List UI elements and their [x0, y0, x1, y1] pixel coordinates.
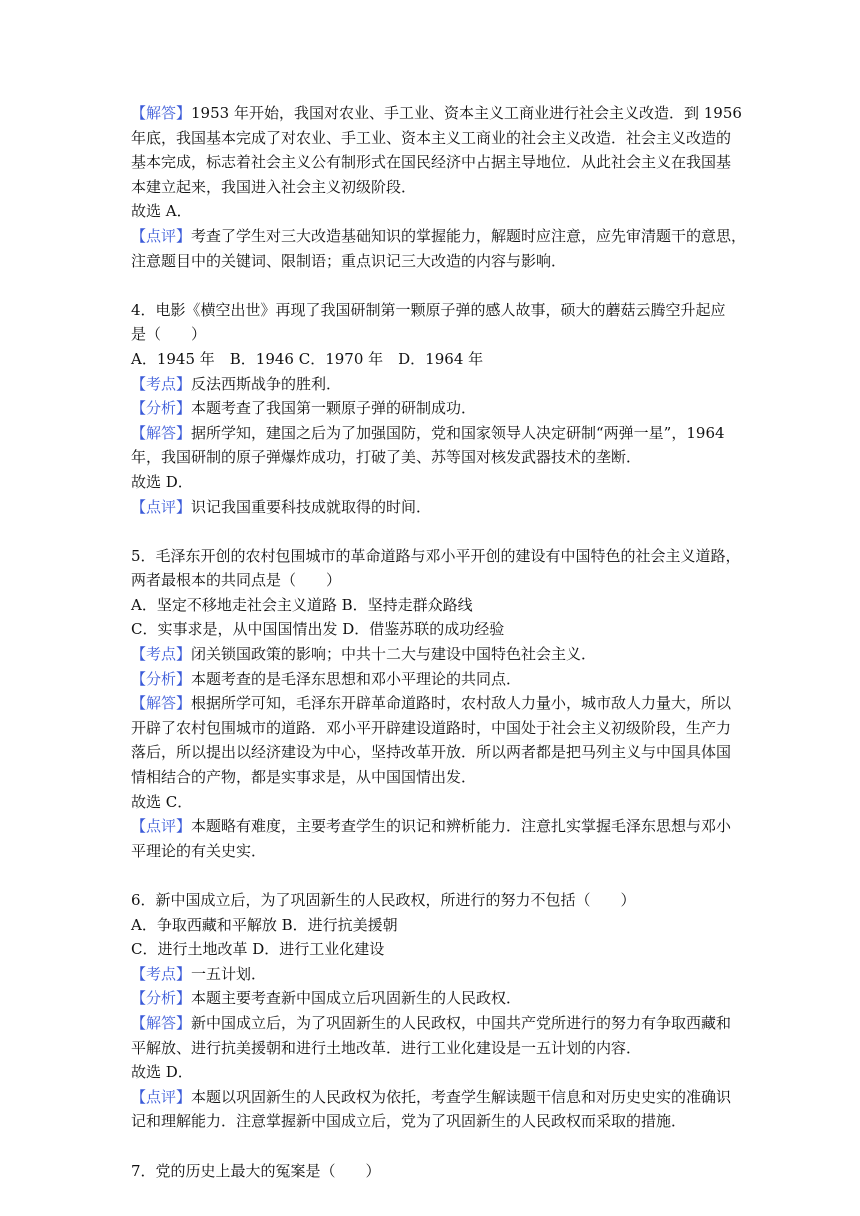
q5-answer-line: 情相结合的产物，都是实事求是，从中国国情出发．: [131, 768, 477, 787]
q4-answer-line: 年，我国研制的原子弹爆炸成功，打破了美、苏等国对核发武器技术的垄断．: [131, 448, 642, 467]
q5-choice: 故选 C．: [131, 792, 193, 811]
fenxi-text: 本题考查的是毛泽东思想和邓小平理论的共同点．: [191, 669, 522, 688]
comment-text: 本题略有难度，主要考查学生的识记和辨析能力．注意扎实掌握毛泽东思想与邓小: [191, 817, 732, 836]
comment-tag: 【点评】: [131, 817, 192, 836]
comment-text: 本题以巩固新生的人民政权为依托，考查学生解读题干信息和对历史史实的准确识: [191, 1087, 732, 1106]
fenxi-tag: 【分析】: [131, 989, 192, 1008]
q4-options: A．1945 年 B．1946 C．1970 年 D．1964 年: [131, 349, 484, 368]
q6-answer-line: [131, 1011, 731, 1036]
kaodian-text: 反法西斯战争的胜利．: [191, 374, 342, 393]
kaodian-tag: 【考点】: [131, 374, 192, 393]
q5-comment-line: 平理论的有关史实．: [131, 841, 267, 860]
spacer: [131, 863, 731, 888]
comment-tag: 【点评】: [131, 497, 192, 516]
q4-stem-line: 是（ ）: [131, 325, 207, 344]
q3-answer-line: 本建立起来，我国进入社会主义初级阶段．: [131, 177, 417, 196]
q6-comment-line: [131, 1085, 731, 1110]
q5-stem-line: 5．毛泽东开创的农村包围城市的革命道路与邓小平开创的建设有中国特色的社会主义道路，: [131, 546, 741, 565]
q6-choice: 故选 D．: [131, 1063, 193, 1082]
q5-answer-line: [131, 691, 731, 716]
q3-comment-line: [131, 224, 747, 249]
q5-kaodian: [131, 642, 731, 667]
kaodian-text: 一五计划．: [191, 964, 267, 983]
q5-fenxi: [131, 667, 731, 692]
q3-answer-line: [131, 101, 742, 126]
comment-tag: 【点评】: [131, 226, 192, 245]
kaodian-tag: 【考点】: [131, 964, 192, 983]
q6-kaodian: [131, 962, 731, 987]
comment-text: 考查了学生对三大改造基础知识的掌握能力，解题时应注意，应先审清题干的意思，: [191, 226, 747, 245]
document-content: [131, 101, 747, 1183]
answer-text: 据所学知，建国之后为了加强国防，党和国家领导人决定研制“两弹一星”，1964: [191, 423, 725, 442]
q6-comment-line: 记和理解能力．注意掌握新中国成立后，党为了巩固新生的人民政权而采取的措施．: [131, 1112, 687, 1131]
q4-choice: 故选 D．: [131, 472, 193, 491]
q5-stem-line: 两者最根本的共同点是（ ）: [131, 571, 342, 590]
q6-stem: 6．新中国成立后，为了巩固新生的人民政权，所进行的努力不包括（ ）: [131, 891, 636, 909]
kaodian-text: 闭关锁国政策的影响；中共十二大与建设中国特色社会主义．: [191, 645, 597, 664]
answer-text: 新中国成立后，为了巩固新生的人民政权，中国共产党所进行的努力有争取西藏和: [191, 1013, 732, 1032]
fenxi-text: 本题考查了我国第一颗原子弹的研制成功．: [191, 399, 477, 418]
q4-fenxi: [131, 396, 731, 421]
answer-text: 1953 年开始，我国对农业、手工业、资本主义工商业进行社会主义改造．到 1956: [191, 104, 742, 122]
answer-tag: 【解答】: [131, 104, 192, 122]
q7-stem: 7．党的历史上最大的冤案是（ ）: [131, 1161, 381, 1180]
kaodian-tag: 【考点】: [131, 645, 192, 664]
q4-comment: [131, 495, 731, 520]
spacer: [131, 273, 731, 298]
q3-comment-line: 注意题目中的关键词、限制语；重点识记三大改造的内容与影响．: [131, 251, 567, 270]
q4-answer-line: [131, 421, 731, 446]
answer-text: 根据所学可知，毛泽东开辟革命道路时，农村敌人力量小，城市敌人力量大，所以: [191, 694, 732, 713]
fenxi-tag: 【分析】: [131, 669, 192, 688]
q5-answer-line: 落后，所以提出以经济建设为中心，坚持改革开放．所以两者都是把马列主义与中国具体国: [131, 743, 732, 762]
q3-choice: 故选 A．: [131, 202, 192, 221]
q5-answer-line: 开辟了农村包围城市的道路．邓小平开辟建设道路时，中国处于社会主义初级阶段，生产力: [131, 718, 732, 737]
fenxi-tag: 【分析】: [131, 399, 192, 418]
comment-tag: 【点评】: [131, 1087, 192, 1106]
spacer: [131, 519, 731, 544]
comment-text: 识记我国重要科技成就取得的时间．: [191, 497, 432, 516]
answer-tag: 【解答】: [131, 423, 192, 442]
answer-tag: 【解答】: [131, 694, 192, 713]
spacer: [131, 1134, 731, 1159]
q3-answer-line: 年底，我国基本完成了对农业、手工业、资本主义工商业的社会主义改造．社会主义改造的: [131, 128, 732, 147]
answer-tag: 【解答】: [131, 1013, 192, 1032]
q5-comment-line: [131, 814, 731, 839]
q4-stem-line: 4．电影《横空出世》再现了我国研制第一颗原子弹的感人故事，硕大的蘑菇云腾空升起应: [131, 300, 726, 319]
q6-options-line: C．进行土地改革 D．进行工业化建设: [131, 940, 385, 959]
q6-options-line: A．争取西藏和平解放 B．进行抗美援朝: [131, 915, 398, 934]
q3-answer-line: 基本完成，标志着社会主义公有制形式在国民经济中占据主导地位．从此社会主义在我国基: [131, 153, 732, 172]
q6-answer-line: 平解放、进行抗美援朝和进行土地改革．进行工业化建设是一五计划的内容．: [131, 1038, 642, 1057]
fenxi-text: 本题主要考查新中国成立后巩固新生的人民政权．: [191, 989, 522, 1008]
q4-kaodian: [131, 372, 731, 397]
q5-options-line: A．坚定不移地走社会主义道路 B．坚持走群众路线: [131, 595, 473, 614]
q5-options-line: C．实事求是，从中国国情出发 D．借鉴苏联的成功经验: [131, 620, 505, 639]
q6-fenxi: [131, 986, 731, 1011]
